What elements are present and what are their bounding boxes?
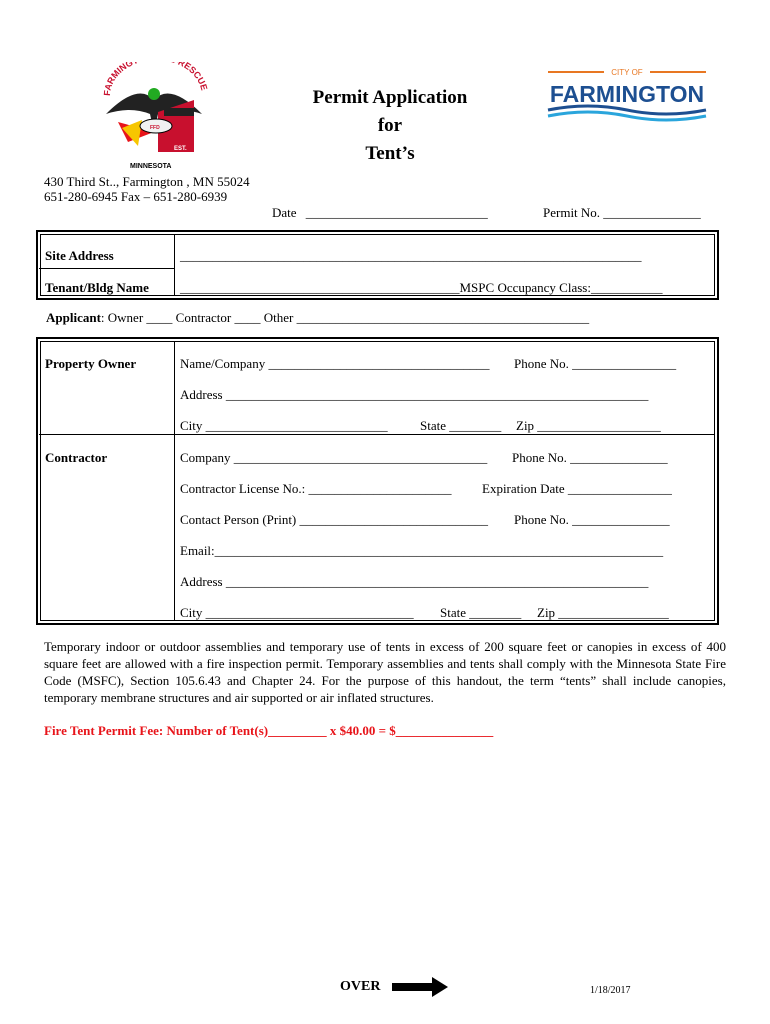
fire-logo-state: MINNESOTA xyxy=(130,163,172,170)
owner-zip-field[interactable]: Zip ___________________ xyxy=(516,418,661,433)
address-line-2: 651-280-6945 Fax – 651-280-6939 xyxy=(44,189,228,204)
city-logo xyxy=(544,66,710,126)
fire-rescue-logo xyxy=(98,62,210,172)
fee-line[interactable]: Fire Tent Permit Fee: Number of Tent(s)_________ x $40.00 = $_______________ xyxy=(44,723,494,738)
date-field[interactable] xyxy=(272,205,488,221)
owner-state-field[interactable]: State ________ xyxy=(420,418,502,433)
over-label: OVER xyxy=(340,979,381,994)
contractor-expiration-field[interactable]: Expiration Date ________________ xyxy=(482,481,672,496)
applicant-label: Applicant xyxy=(46,310,101,325)
tent-info-paragraph: Temporary indoor or outdoor assemblies and temporary use of tents in excess of 200 square feet or canopies in excess of 400 square feet are allowed with a fire inspection permit. Temporary assemblies and tents shall comply with the Minnesota State Fire Code (MSFC), Section 105.6.43 and Chapter 24. For the purpose of this handout, the term “tents” shall include canopies, temporary membrane structures and air supported or air inflated structures. xyxy=(44,639,726,705)
owner-name-field[interactable]: Name/Company __________________________________ xyxy=(180,356,490,371)
contractor-company-field[interactable]: Company _______________________________________ xyxy=(180,450,488,465)
title-line-3: Tent’s xyxy=(365,143,415,164)
fire-logo-arc-text: FARMING RESCUE xyxy=(101,62,210,97)
city-logo-small: CITY OF xyxy=(611,68,643,77)
contractor-phone-field[interactable]: Phone No. _______________ xyxy=(512,450,668,465)
contact-person-field[interactable]: Contact Person (Print) _____________________________ xyxy=(180,512,489,527)
owner-phone-field[interactable]: Phone No. ________________ xyxy=(514,356,677,371)
permit-no-field[interactable]: Permit No. _______________ xyxy=(543,205,701,220)
applicant-line[interactable] xyxy=(46,310,589,326)
tenant-label: Tenant/Bldg Name xyxy=(45,280,149,295)
owner-address-field[interactable]: Address _________________________________________________________________ xyxy=(180,387,649,402)
fire-logo-badge: FFD xyxy=(150,125,160,131)
contractor-license-field[interactable]: Contractor License No.: ______________________ xyxy=(180,481,452,496)
arrow-right-icon xyxy=(392,977,448,1001)
page-title xyxy=(290,84,490,168)
site-address-field[interactable]: _______________________________________________________________________ xyxy=(180,248,642,263)
date-blank: ____________________________ xyxy=(305,205,488,220)
contractor-state-field[interactable]: State ________ xyxy=(440,605,522,620)
contractor-label: Contractor xyxy=(45,450,108,465)
fire-logo-year: 1873 xyxy=(174,153,188,159)
title-line-1: Permit Application xyxy=(312,87,468,108)
contractor-address-field[interactable]: Address _________________________________________________________________ xyxy=(180,574,649,589)
tenant-field[interactable]: ___________________________________________MSPC Occupancy Class:___________ xyxy=(180,280,663,295)
footer-date: 1/18/2017 xyxy=(590,985,631,996)
fire-logo-est: EST. xyxy=(174,146,187,152)
contractor-city-field[interactable]: City ________________________________ xyxy=(180,605,414,620)
contractor-email-field[interactable]: Email:_____________________________________________________________________ xyxy=(180,543,664,558)
city-logo-name: FARMINGTON xyxy=(549,81,705,107)
site-address-label: Site Address xyxy=(45,248,114,263)
contractor-zip-field[interactable]: Zip _________________ xyxy=(537,605,669,620)
property-owner-label: Property Owner xyxy=(45,356,137,371)
applicant-options[interactable]: : Owner ____ Contractor ____ Other _____________________________________________ xyxy=(100,310,590,325)
owner-city-field[interactable]: City ____________________________ xyxy=(180,418,388,433)
address-line-1: 430 Third St.., Farmington , MN 55024 xyxy=(44,174,250,189)
title-line-2: for xyxy=(377,115,403,136)
date-label: Date xyxy=(272,205,297,220)
contact-phone-field[interactable]: Phone No. _______________ xyxy=(514,512,670,527)
